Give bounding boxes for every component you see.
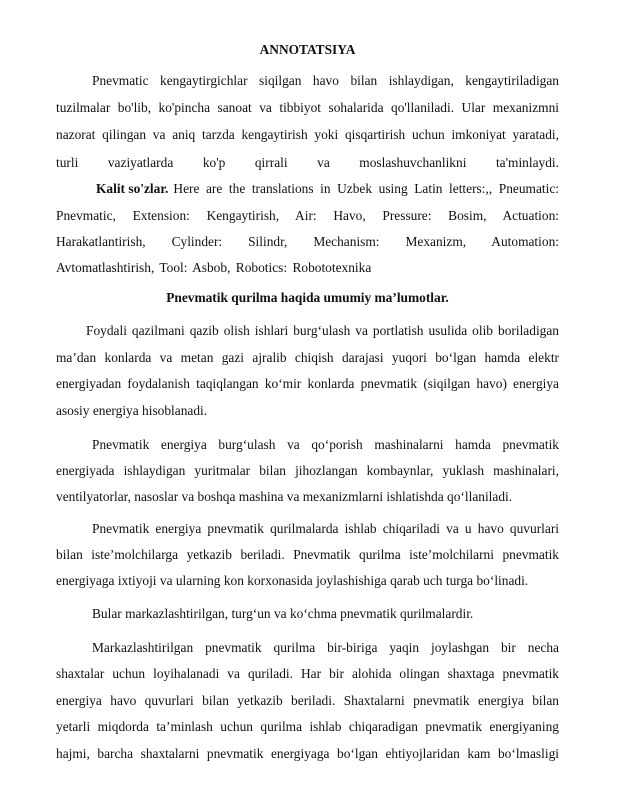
paragraph-line: asosiy energiya hisoblanadi. [56,403,208,418]
paragraph-line: Pnevmatik energiya burg‘ulash va qo‘porish mashinalarni hamda pnevmatik [92,437,559,452]
keywords-label: Kalit so'zlar. [96,181,169,196]
keywords-line: Pnevmatic, Extension: Kengaytirish, Air: Havo, Pressure: Bosim, Actuation: [56,208,559,223]
paragraph-line: energiya havo quvurlari bilan yetkazib beriladi. Shaxtalarni pnevmatik energiya bilan [56,693,559,708]
paragraph-line: energiyada ishlaydigan yuritmalar bilan jihozlangan kombaynlar, yuklash mashinalari, [56,463,559,478]
keywords-line [96,181,559,197]
paragraph-line: yetarli miqdorda ta’minlash uchun qurilma ishlab chiqaradigan pnevmatik energiyaning [56,719,559,734]
paragraph-line: bilan iste’molchilarga yetkazib beriladi. Pnevmatik qurilma iste’molchilarni pnevmatik [56,547,559,562]
keywords-line: Harakatlantirish, Cylinder: Silindr, Mechanism: Mexanizm, Automation: [56,234,559,249]
paragraph-line: hajmi, barcha shaxtalarni pnevmatik energiyaga bo‘lgan ehtiyojlaridan kam bo‘lmasligi [56,746,559,761]
paragraph-line: energiyaga ixtiyoji va ularning kon korxonasida joylashishiga qarab uch turga bo‘linadi. [56,573,529,588]
abstract-line: Pnevmatic kengaytirgichlar siqilgan havo bilan ishlaydigan, kengaytiriladigan [92,73,559,88]
paragraph-line: Markazlashtirilgan pnevmatik qurilma bir-biriga yaqin joylashgan bir necha [92,640,559,655]
paragraph-line: Pnevmatik energiya pnevmatik qurilmalarda ishlab chiqariladi va u havo quvurlari [92,521,559,536]
section-heading: Pnevmatik qurilma haqida umumiy ma’lumotlar. [166,290,449,305]
abstract-line: nazorat qilingan va aniq tarzda kengaytirish yoki qisqartirish uchun imkoniyat yaratadi, [56,127,559,142]
paragraph-line: Foydali qazilmani qazib olish ishlari burg‘ulash va portlatish usulida olib boriladigan [86,323,559,338]
paragraph-line: energiyadan foydalanish taqiqlangan ko‘mir konlarda pnevmatik (siqilgan havo) energiya [56,376,559,391]
paragraph-line: ma’dan konlarda va metan gazi ajralib chiqish darajasi yuqori bo‘lgan hamda elektr [56,350,559,365]
abstract-line: tuzilmalar bo'lib, ko'pincha sanoat va tibbiyot sohalarida qo'llaniladi. Ular mexanizmni [56,100,559,115]
abstract-line: turli vaziyatlarda ko'p qirrali va moslashuvchanlikni ta'minlaydi. [56,155,559,170]
paragraph-line: shaxtalar uchun loyihalanadi va quriladi. Har bir alohida olingan shaxtaga pnevmatik [56,666,559,681]
keywords-text: Here are the translations in Uzbek using Latin letters:,, Pneumatic: [173,181,559,196]
document-title: ANNOTATSIYA [259,42,356,57]
keywords-line: Avtomatlashtirish, Tool: Asbob, Robotics: Robototexnika [56,260,372,275]
paragraph-line: ventilyatorlar, nasoslar va boshqa mashina va mexanizmlarni ishlatishda qo‘llaniladi. [56,489,513,504]
paragraph-line: Bular markazlashtirilgan, turg‘un va ko‘chma pnevmatik qurilmalardir. [92,606,474,621]
